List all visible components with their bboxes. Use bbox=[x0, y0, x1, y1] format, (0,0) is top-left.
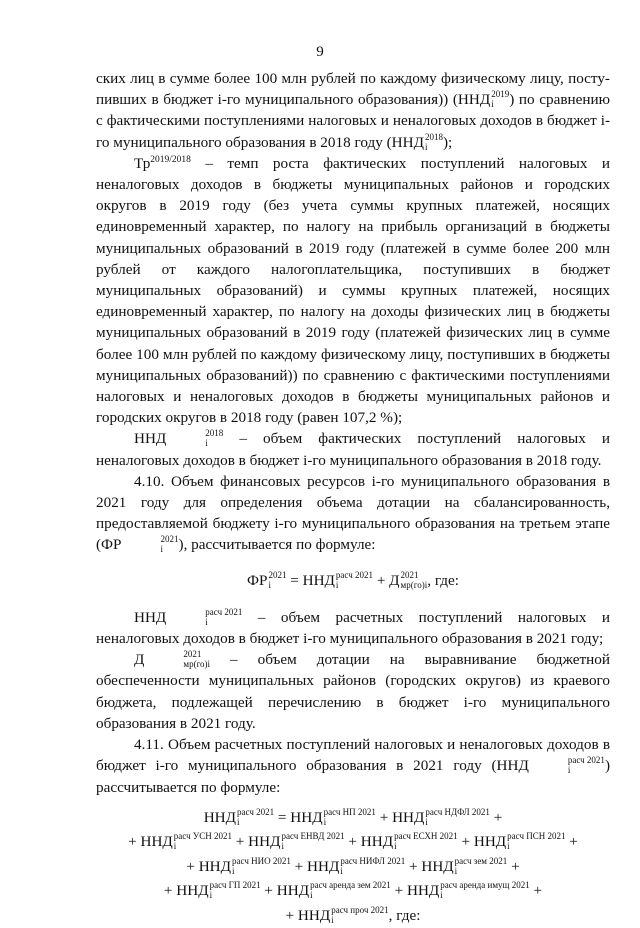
page-number: 9 bbox=[316, 44, 324, 60]
formula-term: ННД расч ЕСХН 2021 i bbox=[360, 831, 458, 852]
document-body bbox=[96, 68, 610, 928]
formula-term: ННД расч НИО 2021 i bbox=[198, 855, 291, 876]
formula-term: ННД расч проч 2021 i bbox=[297, 904, 389, 925]
formula-nnd-rasch bbox=[96, 806, 610, 928]
formula-term: ННД расч НИФЛ 2021 i bbox=[307, 855, 406, 876]
paragraph-nnd-rasch-definition: ННД расч 2021 i – объем расчетных поступлений налоговых и неналоговых доходов в бюджет i-го муниципального образования в 2021 году; bbox=[96, 606, 610, 648]
formula-term: ННД расч аренда зем 2021 i bbox=[276, 880, 391, 901]
formula-fr: ФР 2021 i = ННД расч 2021 i + Д 2021 мр(го)i , где: bbox=[247, 569, 459, 590]
formula-term: ННД расч НП 2021 i bbox=[290, 806, 376, 827]
formula-line: + ННД расч проч 2021 i , где: bbox=[285, 904, 421, 925]
formula-line: ННД расч 2021 i = ННД расч НП 2021 i + ННД расч НДФЛ 2021 i + bbox=[203, 806, 503, 827]
formula-term: ННД расч аренда имущ 2021 i bbox=[406, 880, 530, 901]
formula-term: ННД расч ЕНВД 2021 i bbox=[248, 831, 345, 852]
paragraph-continuation: ских лиц в сумме более 100 млн рублей по каждому физическому лицу, посту- пивших в бюджет i-го муниципального образования)) (ННД 2019 i ) по сравнению с фактическими поступлениями налоговых и неналоговых доходов в бюджет i-го муниципального образования в 2018 году (ННД 2018 i ); bbox=[96, 70, 611, 152]
formula-line: + ННД расч НИО 2021 i + ННД расч НИФЛ 2021 i + ННД расч зем 2021 i + bbox=[186, 855, 520, 876]
formula-term: ННД расч ПСН 2021 i bbox=[473, 831, 566, 852]
formula-term: ННД расч ГП 2021 i bbox=[176, 880, 261, 901]
formula-term: ННД расч зем 2021 i bbox=[421, 855, 508, 876]
formula-term: ННД расч УСН 2021 i bbox=[140, 831, 232, 852]
paragraph-tr-definition: $Тр^{2019/2018}$ – темп роста фактических поступлений налоговых и неналоговых доходов в бюджеты муниципальных районов и городских округов в 2019 году (без учета суммы крупных платежей, носящих единовременный характер, по налогу на прибыль организаций в бюджеты муниципальных образований в 2019 году (платежей в сумме более 200 млн рублей от каждого налогоплательщика, поступивших в бюджет муниципальных образований) и суммы крупных платежей, носящих единовременный характер, по налогу на доходы физических лиц в бюджеты муниципальных образований в 2019 году (платежей физических лиц в сумме более 100 млн рублей по каждому физическому лицу, поступивших в бюджеты муниципальных образований)) по сравнению с фактическими поступлениями налоговых и неналоговых доходов в бюджеты муниципальных районов и городских округов в 2018 году (равен 107,2 %); bbox=[96, 154, 610, 427]
paragraph-d-definition: Д 2021 мр(го)i – объем дотации на выравнивание бюджетной обеспеченности муниципальных районов (городских округов) из краевого бюджета, подлежащей перечислению в бюджет i-го муниципального образования в 2021 году. bbox=[96, 649, 610, 732]
formula-line: + ННД расч ГП 2021 i + ННД расч аренда зем 2021 i + ННД расч аренда имущ 2021 i + bbox=[163, 880, 543, 901]
paragraph-nnd2018-definition: ННД 2018 i – объем фактических поступлений налоговых и неналоговых доходов в бюджет i-го муниципального образования в 2018 году. bbox=[96, 428, 610, 469]
paragraph-4-11: 4.11. Объем расчетных поступлений налоговых и неналоговых доходов в бюджет i-го муниципального образования в 2021 году (ННД расч 2021 i ) рассчитывается по формуле: bbox=[96, 736, 610, 796]
formula-line: + ННД расч УСН 2021 i + ННД расч ЕНВД 2021 i + ННД расч ЕСХН 2021 i + ННД расч ПСН 2021 i + bbox=[128, 831, 578, 852]
formula-term: ННД расч 2021 i bbox=[203, 806, 275, 827]
paragraph-4-10: 4.10. Объем финансовых ресурсов i-го муниципального образования в 2021 году для определения объема дотации на сбалансированность, предоставляемой бюджету i-го муниципального образования на третьем этапе (ФР 2021 i ), рассчитывается по формуле: bbox=[96, 472, 610, 555]
formula-term: ННД расч НДФЛ 2021 i bbox=[392, 806, 490, 827]
